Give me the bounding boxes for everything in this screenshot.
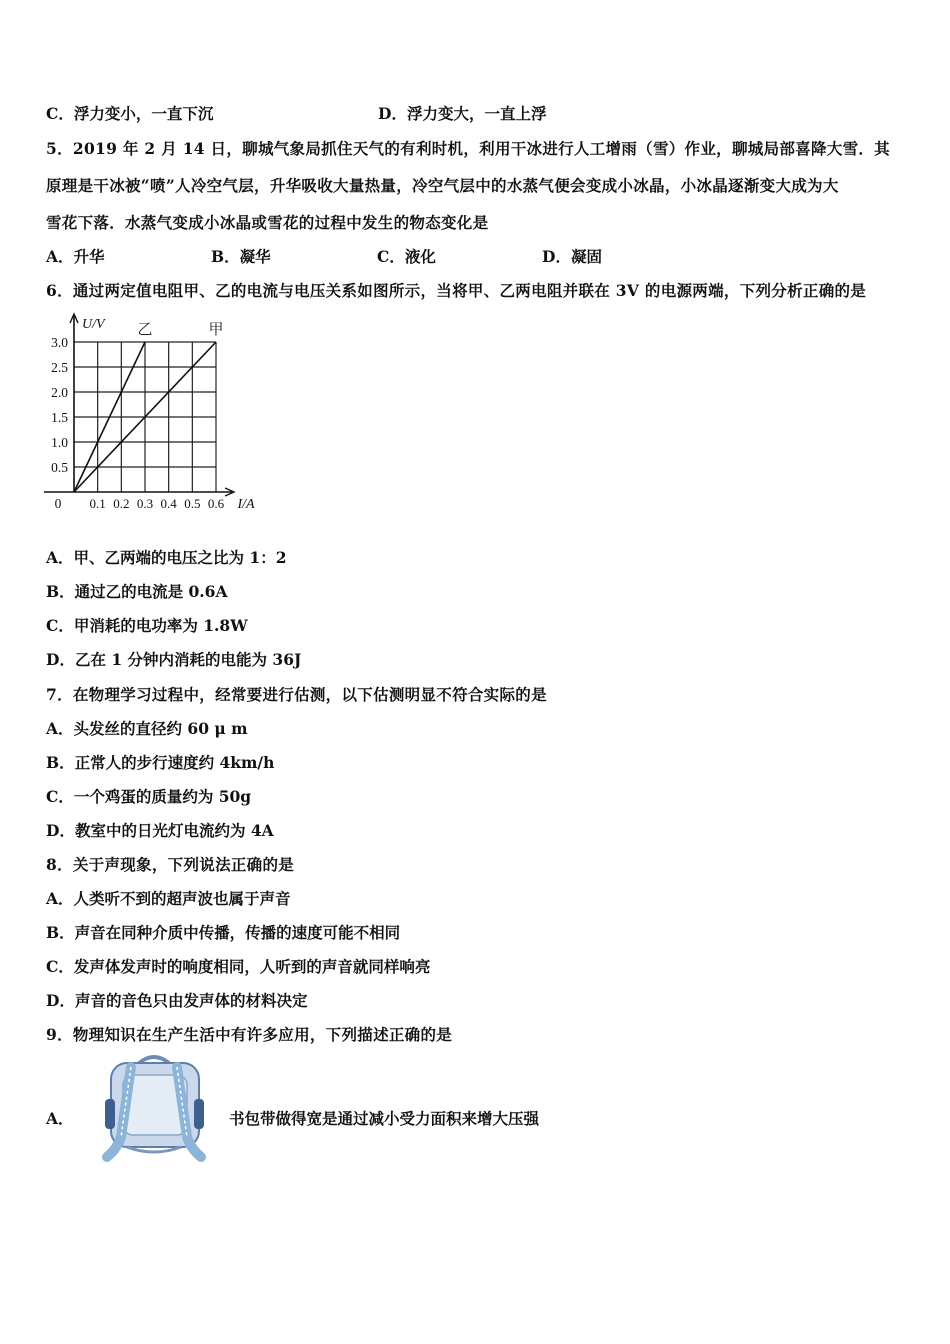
q8-option-c: C．发声体发声时的响度相同，人听到的声音就同样响亮: [46, 957, 431, 976]
q5-stem-line1: 5．2019 年 2 月 14 日，聊城气象局抓住天气的有利时机，利用干冰进行人工增雨（雪）作业，聊城局部喜降大雪．其: [46, 139, 890, 158]
q5-stem-line3: 雪花下落．水蒸气变成小冰晶或雪花的过程中发生的物态变化是: [46, 213, 489, 232]
q6-option-d: D．乙在 1 分钟内消耗的电能为 36J: [46, 650, 302, 669]
y-tick-label: 0.5: [51, 460, 68, 475]
q4-option-c: C．浮力变小，一直下沉: [46, 104, 214, 123]
q6-option-b: B．通过乙的电流是 0.6A: [46, 582, 228, 601]
q6-option-a: A．甲、乙两端的电压之比为 1：2: [46, 548, 287, 567]
origin-label: 0: [54, 496, 62, 511]
chart-axes: [44, 314, 234, 496]
q6-stem: 6．通过两定值电阻甲、乙的电流与电压关系如图所示，当将甲、乙两电阻并联在 3V 的电源两端，下列分析正确的是: [46, 281, 867, 300]
q9-option-a-label: A．: [46, 1109, 74, 1128]
q5-option-c: C．液化: [377, 247, 436, 266]
q9-option-a-text: 书包带做得宽是通过减小受力面积来增大压强: [229, 1109, 540, 1128]
q8-stem: 8．关于声现象，下列说法正确的是: [46, 855, 295, 874]
q6-option-c: C．甲消耗的电功率为 1.8W: [46, 616, 248, 635]
q9-stem: 9．物理知识在生产生活中有许多应用，下列描述正确的是: [46, 1025, 453, 1044]
series-label-0: 乙: [137, 322, 153, 338]
q7-option-c: C．一个鸡蛋的质量约为 50g: [46, 787, 252, 806]
x-tick-label: 0.4: [160, 496, 177, 511]
y-tick-label: 2.5: [51, 360, 68, 375]
q7-option-a: A．头发丝的直径约 60 μ m: [46, 719, 248, 738]
x-tick-label: 0.5: [184, 496, 201, 511]
y-tick-label: 3.0: [51, 335, 68, 350]
q8-option-d: D．声音的音色只由发声体的材料决定: [46, 991, 308, 1010]
y-tick-label: 1.5: [51, 410, 68, 425]
x-tick-label: 0.2: [113, 496, 130, 511]
q8-option-a: A．人类听不到的超声波也属于声音: [46, 889, 291, 908]
y-tick-label: 2.0: [51, 385, 68, 400]
backpack-image: [97, 1053, 212, 1163]
series-label-1: 甲: [208, 322, 224, 338]
q5-stem-line2: 原理是干冰被“喷”人冷空气层，升华吸收大量热量，冷空气层中的水蒸气便会变成小冰晶，小冰晶逐渐变大成为大: [46, 176, 839, 195]
q8-option-b: B．声音在同种介质中传播，传播的速度可能不相同: [46, 923, 401, 942]
y-tick-label: 1.0: [51, 435, 68, 450]
x-tick-label: 0.3: [136, 496, 154, 511]
x-axis-label: I/A: [237, 497, 255, 512]
q5-option-a: A．升华: [46, 247, 105, 266]
q7-option-d: D．教室中的日光灯电流约为 4A: [46, 821, 274, 840]
x-tick-label: 0.6: [207, 496, 225, 511]
q5-option-b: B．凝华: [211, 247, 271, 266]
q7-stem: 7．在物理学习过程中，经常要进行估测，以下估测明显不符合实际的是: [46, 685, 547, 704]
q7-option-b: B．正常人的步行速度约 4km/h: [46, 753, 275, 772]
y-axis-label: U/V: [82, 317, 105, 332]
q4-option-d: D．浮力变大，一直上浮: [378, 104, 547, 123]
u-i-chart: [40, 312, 270, 512]
x-tick-label: 0.1: [89, 496, 106, 511]
q5-option-d: D．凝固: [542, 247, 602, 266]
